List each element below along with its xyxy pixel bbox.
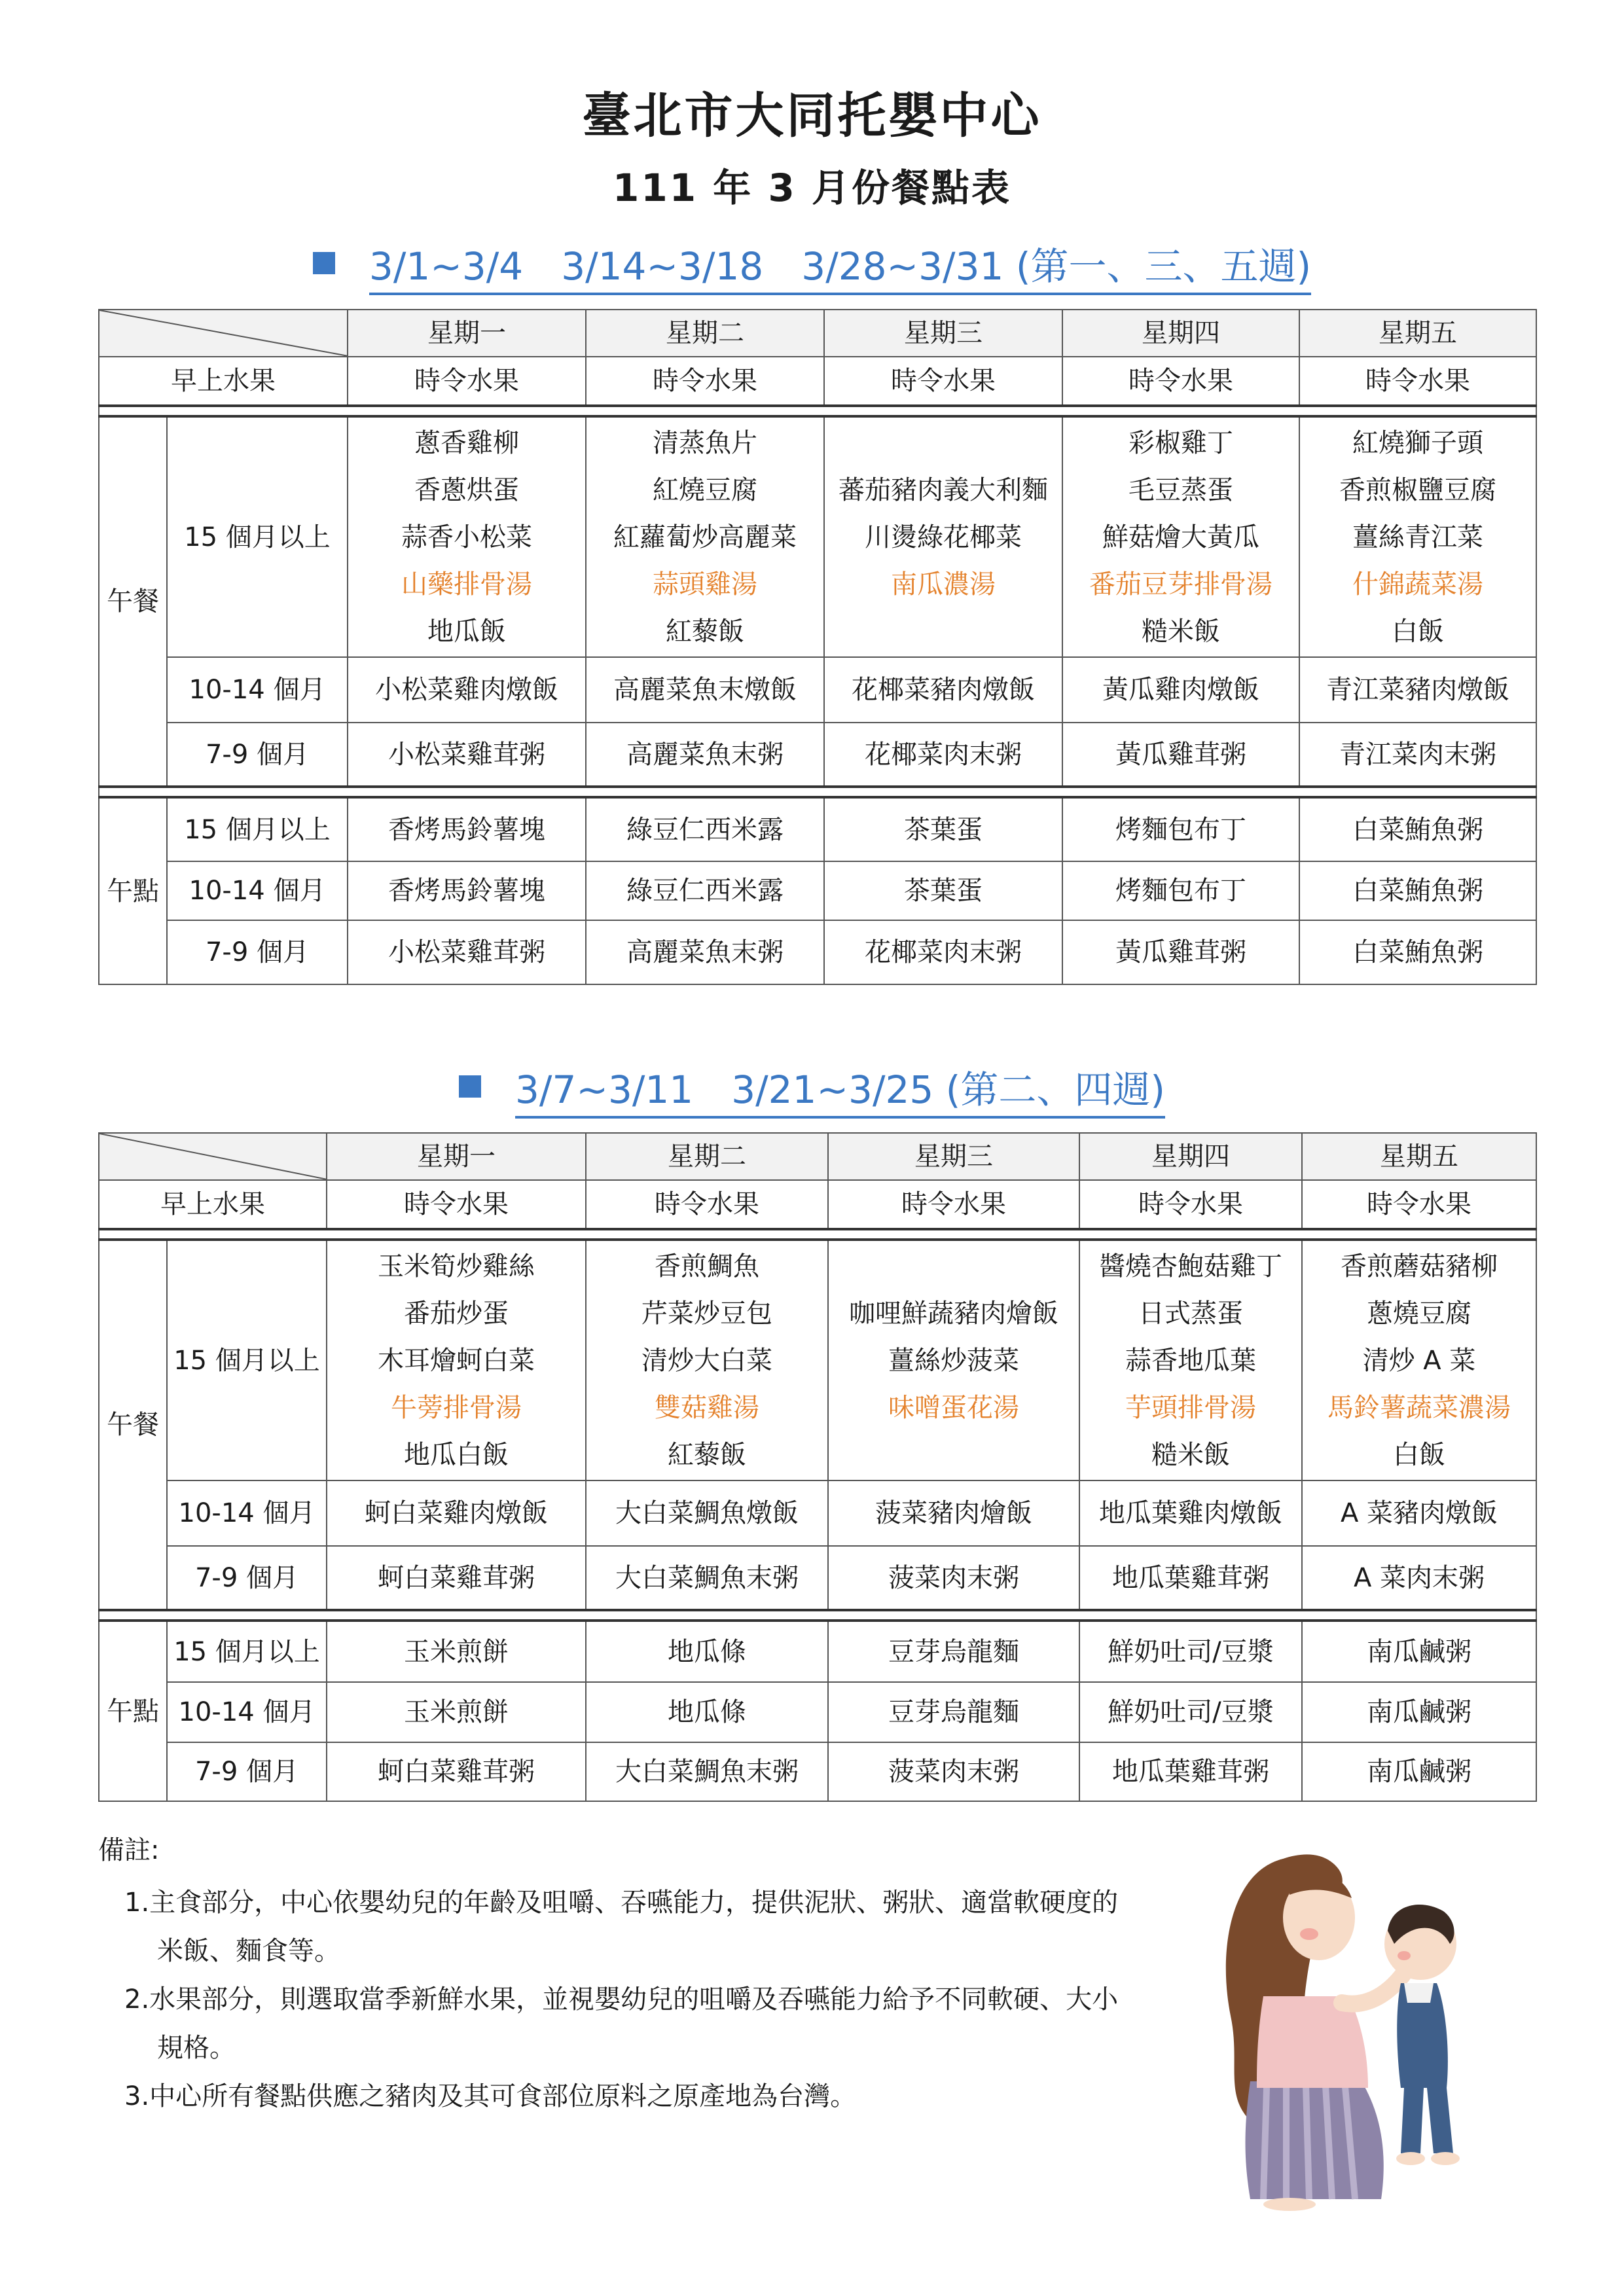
menu-cell: 小松菜雞肉燉飯 bbox=[348, 657, 586, 723]
row-label: 早上水果 bbox=[99, 1180, 327, 1229]
dish: 木耳燴蚵白菜 bbox=[378, 1345, 535, 1376]
snack-15-row bbox=[99, 1621, 1536, 1682]
day-header: 星期三 bbox=[824, 310, 1062, 357]
dish: 紅燒豆腐 bbox=[653, 475, 757, 505]
age-label: 7-9 個月 bbox=[167, 723, 348, 787]
soup-dish: 牛蒡排骨湯 bbox=[391, 1392, 522, 1423]
day-header: 星期五 bbox=[1302, 1133, 1536, 1180]
menu-cell: 大白菜鯛魚末粥 bbox=[586, 1546, 828, 1610]
note-item-continued: 米飯、麵食等。 bbox=[157, 1936, 340, 1966]
dish: 白飯 bbox=[1393, 1439, 1445, 1470]
menu-cell: 豆芽烏龍麵 bbox=[828, 1621, 1079, 1682]
dish: 香煎蘑菇豬柳 bbox=[1341, 1251, 1498, 1282]
menu-cell: 菠菜肉末粥 bbox=[828, 1546, 1079, 1610]
meal-group-label: 午點 bbox=[99, 1621, 167, 1801]
age-label: 15 個月以上 bbox=[167, 1240, 327, 1480]
age-label: 7-9 個月 bbox=[167, 1546, 327, 1610]
age-label: 10-14 個月 bbox=[167, 657, 348, 723]
menu-cell: 南瓜鹹粥 bbox=[1302, 1742, 1536, 1801]
lunch-15-row bbox=[99, 1240, 1536, 1480]
dish: 地瓜白飯 bbox=[404, 1439, 509, 1470]
mother-child-illustration bbox=[1204, 1846, 1512, 2212]
day-header: 星期四 bbox=[1062, 310, 1299, 357]
menu-cell: 烤麵包布丁 bbox=[1062, 861, 1299, 920]
menu-cell: 南瓜鹹粥 bbox=[1302, 1621, 1536, 1682]
menu-cell: 高麗菜魚末粥 bbox=[586, 723, 824, 787]
snack-15-row bbox=[99, 797, 1536, 861]
age-label: 10-14 個月 bbox=[167, 1480, 327, 1546]
dish: 芹菜炒豆包 bbox=[641, 1298, 772, 1329]
dish: 白飯 bbox=[1392, 616, 1444, 647]
menu-cell: 高麗菜魚末粥 bbox=[586, 920, 824, 984]
menu-cell: 地瓜葉雞茸粥 bbox=[1079, 1546, 1302, 1610]
dish: 彩椒雞丁 bbox=[1128, 427, 1233, 458]
menu-cell-multi bbox=[586, 416, 824, 657]
page-title: 臺北市大同托嬰中心 bbox=[582, 88, 1042, 144]
dish: 醬燒杏鮑菇雞丁 bbox=[1099, 1251, 1282, 1282]
age-label: 15 個月以上 bbox=[167, 416, 348, 657]
menu-cell: 黃瓜雞茸粥 bbox=[1062, 723, 1299, 787]
day-header: 星期三 bbox=[828, 1133, 1079, 1180]
dish: 香蔥烘蛋 bbox=[414, 475, 519, 505]
section-heading-2: 3/7~3/11 3/21~3/25 (第二、四週) bbox=[0, 1059, 1624, 1114]
dish: 紅燒獅子頭 bbox=[1352, 427, 1483, 458]
dish: 紅蘿蔔炒高麗菜 bbox=[613, 522, 797, 552]
menu-cell-multi bbox=[327, 1240, 586, 1480]
dish: 清炒大白菜 bbox=[641, 1345, 772, 1376]
menu-cell: 鮮奶吐司/豆漿 bbox=[1079, 1682, 1302, 1742]
menu-cell: 白菜鮪魚粥 bbox=[1299, 797, 1536, 861]
menu-cell: 黃瓜雞肉燉飯 bbox=[1062, 657, 1299, 723]
age-label: 7-9 個月 bbox=[167, 1742, 327, 1801]
menu-cell: 花椰菜豬肉燉飯 bbox=[824, 657, 1062, 723]
note-item: 2.水果部分，則選取當季新鮮水果，並視嬰幼兒的咀嚼及吞嚥能力給予不同軟硬、大小 bbox=[124, 1984, 1119, 2015]
menu-cell: 青江菜肉末粥 bbox=[1299, 723, 1536, 787]
morning-fruit-row bbox=[99, 357, 1536, 406]
menu-cell: 時令水果 bbox=[824, 357, 1062, 406]
day-header: 星期五 bbox=[1299, 310, 1536, 357]
dish: 玉米筍炒雞絲 bbox=[378, 1251, 535, 1282]
page-subtitle: 111 年 3 月份餐點表 bbox=[612, 166, 1011, 210]
table-corner bbox=[99, 1133, 327, 1180]
menu-cell: 時令水果 bbox=[1302, 1180, 1536, 1229]
age-label: 10-14 個月 bbox=[167, 861, 348, 920]
morning-fruit-row bbox=[99, 1180, 1536, 1229]
menu-cell: 綠豆仁西米露 bbox=[586, 797, 824, 861]
menu-cell: 時令水果 bbox=[348, 357, 586, 406]
dish bbox=[825, 608, 1062, 655]
menu-cell: 鮮奶吐司/豆漿 bbox=[1079, 1621, 1302, 1682]
menu-cell: 蚵白菜雞茸粥 bbox=[327, 1742, 586, 1801]
menu-cell: 地瓜條 bbox=[586, 1621, 828, 1682]
menu-cell: 時令水果 bbox=[1062, 357, 1299, 406]
menu-cell: 大白菜鯛魚末粥 bbox=[586, 1742, 828, 1801]
menu-cell: 烤麵包布丁 bbox=[1062, 797, 1299, 861]
meal-group-label: 午點 bbox=[99, 797, 167, 984]
menu-cell: 香烤馬鈴薯塊 bbox=[348, 861, 586, 920]
menu-cell: 茶葉蛋 bbox=[824, 797, 1062, 861]
dish: 清蒸魚片 bbox=[653, 427, 757, 458]
menu-cell: 香烤馬鈴薯塊 bbox=[348, 797, 586, 861]
day-header: 星期一 bbox=[348, 310, 586, 357]
menu-cell: 玉米煎餅 bbox=[327, 1621, 586, 1682]
lunch-10-row bbox=[99, 657, 1536, 723]
dish: 川燙綠花椰菜 bbox=[865, 522, 1022, 552]
menu-cell: 地瓜葉雞肉燉飯 bbox=[1079, 1480, 1302, 1546]
menu-cell: A 菜肉末粥 bbox=[1302, 1546, 1536, 1610]
dish: 紅藜飯 bbox=[668, 1439, 746, 1470]
age-label: 15 個月以上 bbox=[167, 797, 348, 861]
meal-group-label: 午餐 bbox=[99, 416, 167, 787]
dish: 蒜香小松菜 bbox=[401, 522, 532, 552]
age-label: 10-14 個月 bbox=[167, 1682, 327, 1742]
day-header: 星期一 bbox=[327, 1133, 586, 1180]
menu-cell: 黃瓜雞茸粥 bbox=[1062, 920, 1299, 984]
soup-dish: 馬鈴薯蔬菜濃湯 bbox=[1327, 1392, 1511, 1423]
menu-cell-multi bbox=[828, 1240, 1079, 1480]
note-item-continued: 規格。 bbox=[157, 2033, 236, 2063]
menu-cell: 蚵白菜雞肉燉飯 bbox=[327, 1480, 586, 1546]
meal-group-label: 午餐 bbox=[99, 1240, 167, 1610]
age-label: 7-9 個月 bbox=[167, 920, 348, 984]
lunch-10-row bbox=[99, 1480, 1536, 1546]
soup-dish: 芋頭排骨湯 bbox=[1125, 1392, 1256, 1423]
menu-cell: 時令水果 bbox=[327, 1180, 586, 1229]
dish: 薑絲青江菜 bbox=[1352, 522, 1483, 552]
snack-7-row bbox=[99, 1742, 1536, 1801]
day-header: 星期二 bbox=[586, 310, 824, 357]
soup-dish: 味噌蛋花湯 bbox=[888, 1392, 1019, 1423]
menu-cell: 菠菜肉末粥 bbox=[828, 1742, 1079, 1801]
snack-10-row bbox=[99, 1682, 1536, 1742]
dish: 日式蒸蛋 bbox=[1138, 1298, 1243, 1329]
menu-cell: 蚵白菜雞茸粥 bbox=[327, 1546, 586, 1610]
menu-cell: 玉米煎餅 bbox=[327, 1682, 586, 1742]
soup-dish: 雙菇雞湯 bbox=[655, 1392, 759, 1423]
notes-section bbox=[98, 1826, 1211, 2121]
dish: 蔥香雞柳 bbox=[414, 427, 519, 458]
menu-cell: 花椰菜肉末粥 bbox=[824, 920, 1062, 984]
menu-table-2 bbox=[98, 1132, 1537, 1802]
dish: 咖哩鮮蔬豬肉燴飯 bbox=[849, 1298, 1058, 1329]
menu-cell-multi bbox=[1062, 416, 1299, 657]
menu-cell: 時令水果 bbox=[828, 1180, 1079, 1229]
dish: 蒜香地瓜葉 bbox=[1125, 1345, 1256, 1376]
menu-cell-multi bbox=[1302, 1240, 1536, 1480]
lunch-7-row bbox=[99, 1546, 1536, 1610]
dish: 糙米飯 bbox=[1151, 1439, 1230, 1470]
square-bullet-icon bbox=[313, 252, 335, 274]
menu-cell: 菠菜豬肉燴飯 bbox=[828, 1480, 1079, 1546]
age-label: 15 個月以上 bbox=[167, 1621, 327, 1682]
row-label: 早上水果 bbox=[99, 357, 348, 406]
menu-table-1 bbox=[98, 309, 1537, 985]
day-header-row bbox=[99, 1133, 1536, 1180]
lunch-7-row bbox=[99, 723, 1536, 787]
menu-cell-multi bbox=[1299, 416, 1536, 657]
menu-cell: 地瓜葉雞茸粥 bbox=[1079, 1742, 1302, 1801]
menu-cell: 地瓜條 bbox=[586, 1682, 828, 1742]
soup-dish: 南瓜濃湯 bbox=[891, 569, 996, 600]
soup-dish: 山藥排骨湯 bbox=[401, 569, 532, 600]
dish: 糙米飯 bbox=[1142, 616, 1220, 647]
dish: 毛豆蒸蛋 bbox=[1128, 475, 1233, 505]
menu-cell: 花椰菜肉末粥 bbox=[824, 723, 1062, 787]
soup-dish: 什錦蔬菜湯 bbox=[1352, 569, 1483, 600]
menu-cell-multi bbox=[586, 1240, 828, 1480]
menu-cell: 高麗菜魚末燉飯 bbox=[586, 657, 824, 723]
lunch-15-row bbox=[99, 416, 1536, 657]
dish: 香煎椒鹽豆腐 bbox=[1339, 475, 1496, 505]
section-heading-1: 3/1~3/4 3/14~3/18 3/28~3/31 (第一、三、五週) bbox=[0, 236, 1624, 291]
menu-cell: 青江菜豬肉燉飯 bbox=[1299, 657, 1536, 723]
dish: 蔥燒豆腐 bbox=[1367, 1298, 1471, 1329]
soup-dish: 蒜頭雞湯 bbox=[653, 569, 757, 600]
menu-cell: 時令水果 bbox=[586, 1180, 828, 1229]
menu-cell: 白菜鮪魚粥 bbox=[1299, 861, 1536, 920]
menu-cell: A 菜豬肉燉飯 bbox=[1302, 1480, 1536, 1546]
menu-cell: 時令水果 bbox=[586, 357, 824, 406]
square-bullet-icon bbox=[459, 1075, 481, 1098]
dish: 香煎鯛魚 bbox=[655, 1251, 759, 1282]
menu-cell-multi bbox=[348, 416, 586, 657]
dish: 蕃茄豬肉義大利麵 bbox=[839, 475, 1048, 505]
menu-cell: 茶葉蛋 bbox=[824, 861, 1062, 920]
menu-cell: 小松菜雞茸粥 bbox=[348, 723, 586, 787]
dish bbox=[829, 1431, 1079, 1479]
menu-cell: 豆芽烏龍麵 bbox=[828, 1682, 1079, 1742]
dish bbox=[825, 420, 1062, 467]
menu-cell: 小松菜雞茸粥 bbox=[348, 920, 586, 984]
dish bbox=[829, 1243, 1079, 1290]
dish: 清炒 A 菜 bbox=[1362, 1345, 1476, 1376]
menu-cell-multi bbox=[1079, 1240, 1302, 1480]
menu-cell: 時令水果 bbox=[1079, 1180, 1302, 1229]
day-header: 星期二 bbox=[586, 1133, 828, 1180]
menu-cell: 綠豆仁西米露 bbox=[586, 861, 824, 920]
dish: 地瓜飯 bbox=[427, 616, 506, 647]
dish: 薑絲炒菠菜 bbox=[888, 1345, 1019, 1376]
menu-cell: 南瓜鹹粥 bbox=[1302, 1682, 1536, 1742]
soup-dish: 番茄豆芽排骨湯 bbox=[1089, 569, 1272, 600]
snack-7-row bbox=[99, 920, 1536, 984]
note-item: 3.中心所有餐點供應之豬肉及其可食部位原料之原產地為台灣。 bbox=[124, 2081, 857, 2111]
dish: 紅藜飯 bbox=[666, 616, 744, 647]
note-item: 1.主食部分，中心依嬰幼兒的年齡及咀嚼、吞嚥能力，提供泥狀、粥狀、適當軟硬度的 bbox=[124, 1888, 1119, 1918]
menu-cell: 白菜鮪魚粥 bbox=[1299, 920, 1536, 984]
table-corner bbox=[99, 310, 348, 357]
dish: 番茄炒蛋 bbox=[404, 1298, 509, 1329]
day-header-row bbox=[99, 310, 1536, 357]
menu-cell: 時令水果 bbox=[1299, 357, 1536, 406]
menu-cell: 大白菜鯛魚燉飯 bbox=[586, 1480, 828, 1546]
day-header: 星期四 bbox=[1079, 1133, 1302, 1180]
notes-title: 備註: bbox=[98, 1835, 160, 1865]
snack-10-row bbox=[99, 861, 1536, 920]
menu-cell-multi bbox=[824, 416, 1062, 657]
dish: 鮮菇燴大黃瓜 bbox=[1102, 522, 1259, 552]
